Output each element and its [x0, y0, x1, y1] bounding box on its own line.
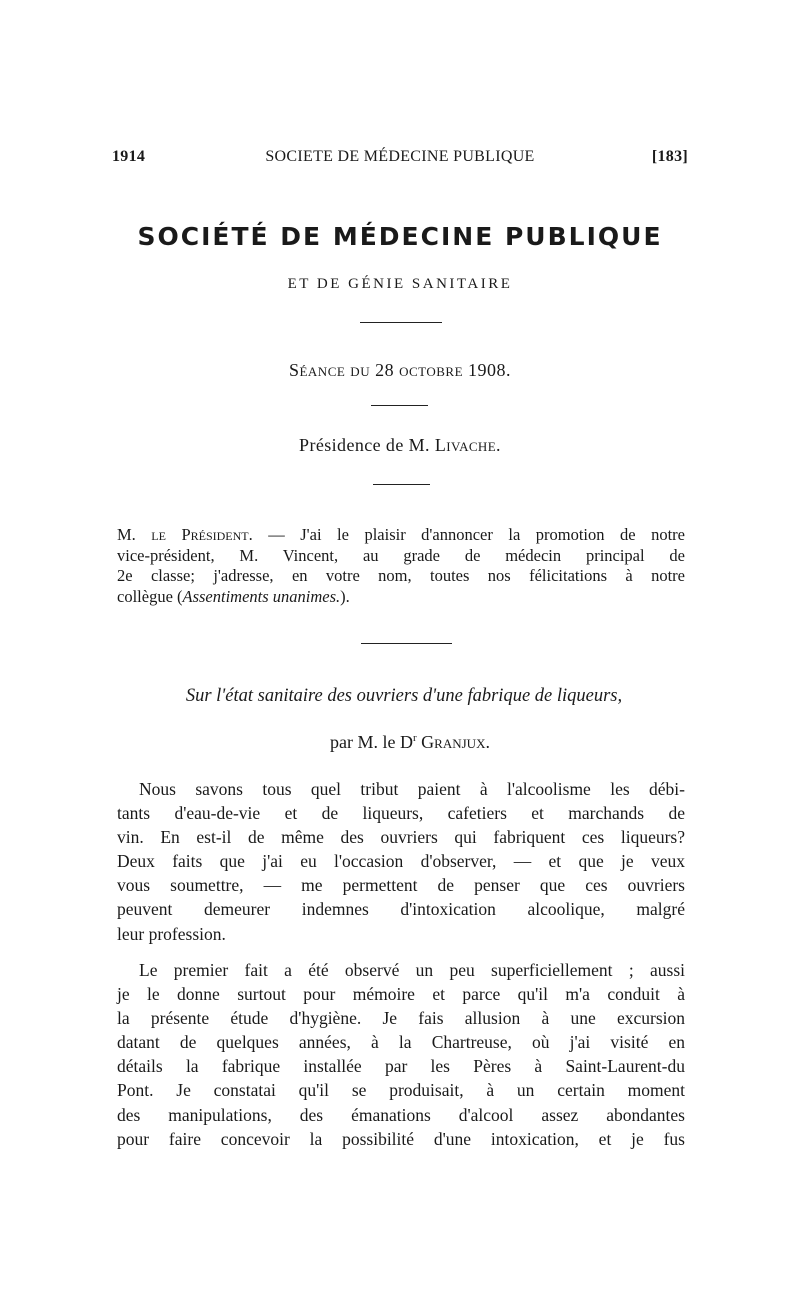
- society-title: SOCIÉTÉ DE MÉDECINE PUBLIQUE: [137, 222, 663, 251]
- body-paragraph-1: [117, 777, 685, 946]
- announcement-line: M. le Président. — J'ai le plaisir d'annoncer la promotion de notre: [117, 525, 685, 544]
- running-head-title: SOCIETE DE MÉDECINE PUBLIQUE: [265, 148, 535, 165]
- running-head: [112, 148, 688, 172]
- body-line: Deux faits que j'ai eu l'occasion d'observer, — et que je veux: [117, 851, 685, 872]
- article-title: Sur l'état sanitaire des ouvriers d'une fabrique de liqueurs,: [185, 686, 623, 706]
- presidence-prefix: Présidence de M.: [299, 435, 430, 455]
- body-line: vin. En est-il de même des ouvriers qui fabriquent ces liqueurs?: [117, 827, 685, 848]
- running-head-year: 1914: [112, 148, 146, 165]
- body-line: leur profession.: [117, 923, 226, 944]
- society-subtitle: ET DE GÉNIE SANITAIRE: [287, 276, 513, 292]
- body-line: Le premier fait a été observé un peu superficiellement ; aussi: [139, 960, 685, 980]
- body-line: Nous savons tous quel tribut paient à l'alcoolisme les débi-: [139, 779, 685, 799]
- body-line: pour faire concevoir la possibilité d'une intoxication, et je fus: [117, 1128, 685, 1149]
- divider-rule: [360, 322, 442, 323]
- article-byline: par M. le $D^r$ Granjux.: [330, 732, 490, 752]
- announcement-paragraph: [117, 525, 685, 607]
- session-heading: Séance du 28 octobre 1908.: [288, 360, 512, 380]
- body-paragraph-2: [117, 958, 685, 1151]
- announcement-speaker: M. le Président.: [117, 525, 253, 544]
- announcement-line: collègue (Assentiments unanimes.).: [117, 586, 350, 606]
- presidence-line: [0, 435, 800, 456]
- body-line: je le donne surtout pour mémoire et parce qu'il m'a conduit à: [117, 984, 685, 1005]
- body-line: Pont. Je constatai qu'il se produisait, à un certain moment: [117, 1080, 685, 1101]
- body-line: peuvent demeurer indemnes d'intoxication alcoolique, malgré: [117, 899, 685, 920]
- body-line: tants d'eau-de-vie et de liqueurs, cafetiers et marchands de: [117, 803, 685, 824]
- page-number: [183]: [651, 148, 688, 165]
- announcement-note: Assentiments unanimes.: [182, 586, 341, 606]
- body-line: datant de quelques années, à la Chartreuse, où j'ai visité en: [117, 1032, 685, 1053]
- divider-rule: [371, 405, 428, 406]
- president-name: Livache.: [434, 435, 501, 455]
- announcement-line: 2e classe; j'adresse, en votre nom, toutes nos félicitations à notre: [117, 566, 685, 585]
- body-line: la présente étude d'hygiène. Je fais allusion à une excursion: [117, 1008, 685, 1029]
- body-line: vous soumettre, — me permettent de penser que ces ouvriers: [117, 875, 685, 896]
- body-line: détails la fabrique installée par les Pères à Saint-Laurent-du: [117, 1056, 685, 1077]
- author-name: Granjux.: [421, 732, 490, 752]
- divider-rule: [373, 484, 430, 485]
- announcement-line: vice-président, M. Vincent, au grade de médecin principal de: [117, 545, 685, 565]
- body-line: des manipulations, des émanations d'alcool assez abondantes: [117, 1104, 685, 1125]
- divider-rule: [361, 643, 452, 644]
